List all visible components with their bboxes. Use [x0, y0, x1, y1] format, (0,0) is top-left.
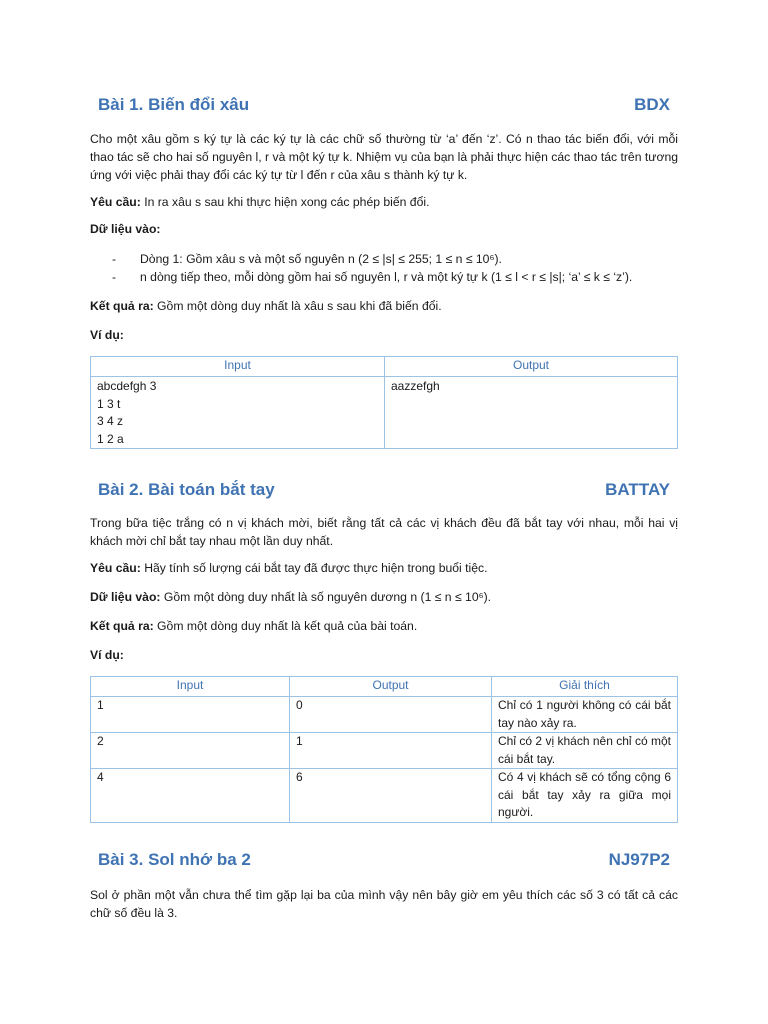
problem-2-input — [90, 588, 678, 606]
table-cell: aazzefgh — [385, 377, 678, 449]
problem-2-heading — [90, 480, 670, 506]
table-header: Output — [290, 677, 492, 697]
table-cell: 0 — [290, 697, 492, 733]
problem-2-example-label — [90, 646, 678, 664]
requirement-label: Yêu cầu: — [90, 561, 141, 575]
problem-1-code: BDX — [634, 95, 670, 114]
input-label: Dữ liệu vào: — [90, 222, 161, 236]
table-cell: abcdefgh 3 1 3 t 3 4 z 1 2 a — [91, 377, 385, 449]
table-cell: 1 — [290, 733, 492, 769]
table-header: Input — [91, 357, 385, 377]
problem-2-code: BATTAY — [605, 480, 670, 499]
problem-2-title: Bài 2. Bài toán bắt tay — [98, 480, 275, 499]
output-label: Kết quả ra: — [90, 619, 154, 633]
problem-2-output — [90, 617, 678, 635]
example-label: Ví dụ: — [90, 328, 124, 342]
requirement-text: Hãy tính số lượng cái bắt tay đã được thực hiện trong buổi tiệc. — [140, 561, 488, 575]
problem-2-requirement — [90, 559, 678, 577]
problem-1-input-label — [90, 220, 678, 238]
table-header-row — [91, 357, 678, 377]
problem-2-example-table — [90, 676, 678, 823]
problem-3-heading — [90, 850, 670, 876]
problem-1-title: Bài 1. Biến đổi xâu — [98, 95, 250, 114]
table-row — [91, 697, 678, 733]
problem-3-code: NJ97P2 — [608, 850, 670, 869]
input-item-text: n dòng tiếp theo, mỗi dòng gồm hai số nguyên l, r và một ký tự k (1 ≤ l < r ≤ |s|; ‘a’ ≤ k ≤ ‘z’). — [140, 270, 633, 284]
table-cell: 2 — [91, 733, 290, 769]
problem-1-statement: Cho một xâu gồm s ký tự là các ký tự là các chữ số thường từ ‘a’ đến ‘z’. Có n thao tác biến đổi, với mỗi thao tác sẽ cho hai số nguyên l, r và một ký tự k. Nhiệm vụ của bạn là phải thực hiện các thao tác trên tương ứng với việc phải thay đổi các ký tự từ l đến r của xâu s thành ký tự k. — [90, 132, 678, 182]
input-item-text: Dòng 1: Gồm xâu s và một số nguyên n (2 ≤ |s| ≤ 255; 1 ≤ n ≤ 10⁶). — [140, 252, 502, 266]
output-label: Kết quả ra: — [90, 299, 154, 313]
input-text: Gồm một dòng duy nhất là số nguyên dương n (1 ≤ n ≤ 10⁶). — [160, 590, 492, 604]
problem-1-example-table — [90, 356, 678, 449]
table-row — [91, 733, 678, 769]
problem-3-title: Bài 3. Sol nhớ ba 2 — [98, 850, 251, 869]
requirement-label: Yêu cầu: — [90, 195, 141, 209]
problem-1-output — [90, 297, 678, 315]
problem-1-example-label — [90, 326, 678, 344]
problem-3-statement: Sol ở phần một vẫn chưa thể tìm gặp lại ba của mình vậy nên bây giờ em yêu thích các số 3 có tất cả các chữ số đều là 3. — [90, 888, 678, 920]
table-header: Output — [385, 357, 678, 377]
table-header: Input — [91, 677, 290, 697]
output-text: Gồm một dòng duy nhất là kết quả của bài toán. — [153, 619, 418, 633]
bullet-dash: - — [112, 270, 117, 284]
example-label: Ví dụ: — [90, 648, 124, 662]
problem-2-statement: Trong bữa tiệc trắng có n vị khách mời, biết rằng tất cả các vị khách đều đã bắt tay với nhau, mỗi hai vị khách mời chỉ bắt tay nhau một lần duy nhất. — [90, 516, 678, 548]
problem-1-requirement — [90, 193, 678, 211]
input-label: Dữ liệu vào: — [90, 590, 161, 604]
table-cell: Có 4 vị khách sẽ có tổng cộng 6 cái bắt tay xảy ra giữa mọi người. — [492, 769, 678, 823]
table-header-row — [91, 677, 678, 697]
bullet-dash: - — [112, 252, 117, 266]
table-cell: 4 — [91, 769, 290, 823]
table-cell: 6 — [290, 769, 492, 823]
requirement-text: In ra xâu s sau khi thực hiện xong các phép biến đổi. — [140, 195, 430, 209]
table-cell: Chỉ có 2 vị khách nên chỉ có một cái bắt tay. — [492, 733, 678, 769]
table-cell: 1 — [91, 697, 290, 733]
output-text: Gồm một dòng duy nhất là xâu s sau khi đã biến đổi. — [153, 299, 442, 313]
table-row — [91, 769, 678, 823]
table-cell: Chỉ có 1 người không có cái bắt tay nào xảy ra. — [492, 697, 678, 733]
table-row — [91, 377, 678, 449]
problem-1-heading — [90, 95, 670, 121]
table-header: Giải thích — [492, 677, 678, 697]
